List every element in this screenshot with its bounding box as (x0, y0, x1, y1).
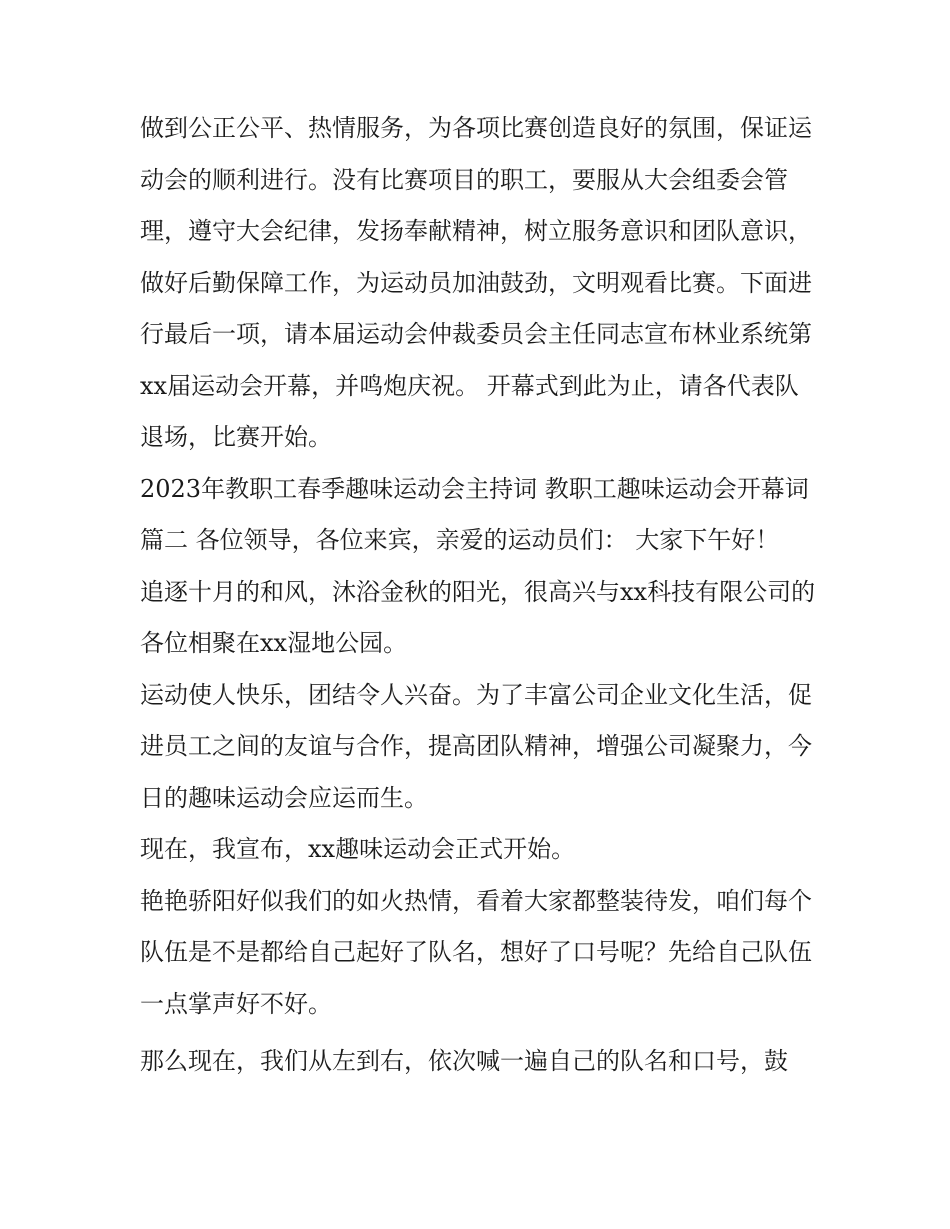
paragraph-6: 艳艳骄阳好似我们的如火热情，看着大家都整装待发，咱们每个队伍是不是都给自己起好了队名，想好了口号呢？先给自己队伍一点掌声好不好。 (140, 886, 812, 1018)
document-body (140, 103, 820, 1088)
paragraph-4: 运动使人快乐，团结令人兴奋。为了丰富公司企业文化生活，促进员工之间的友谊与合作，提高团队精神，增强公司凝聚力，今日的趣味运动会应运而生。 (140, 680, 812, 812)
paragraph-1: 做到公正公平、热情服务，为各项比赛创造良好的氛围，保证运动会的顺利进行。没有比赛项目的职工，要服从大会组委会管理，遵守大会纪律，发扬奉献精神，树立服务意识和团队意识，做好后勤保障工作，为运动员加油鼓劲，文明观看比赛。下面进行最后一项，请本届运动会仲裁委员会主任同志宣布林业系统第xx届运动会开幕，并鸣炮庆祝。 开幕式到此为止，请各代表队退场，比赛开始。 (140, 114, 812, 451)
paragraph-2: 2023年教职工春季趣味运动会主持词 教职工趣味运动会开幕词篇二 各位领导，各位来宾，亲爱的运动员们： 大家下午好！ (140, 474, 809, 554)
paragraph-7: 那么现在，我们从左到右，依次喊一遍自己的队名和口号，鼓 (140, 1047, 788, 1075)
paragraph-3: 追逐十月的和风，沐浴金秋的阳光，很高兴与xx科技有限公司的各位相聚在xx湿地公园。 (140, 577, 816, 657)
paragraph-5: 现在，我宣布，xx趣味运动会正式开始。 (140, 835, 576, 863)
